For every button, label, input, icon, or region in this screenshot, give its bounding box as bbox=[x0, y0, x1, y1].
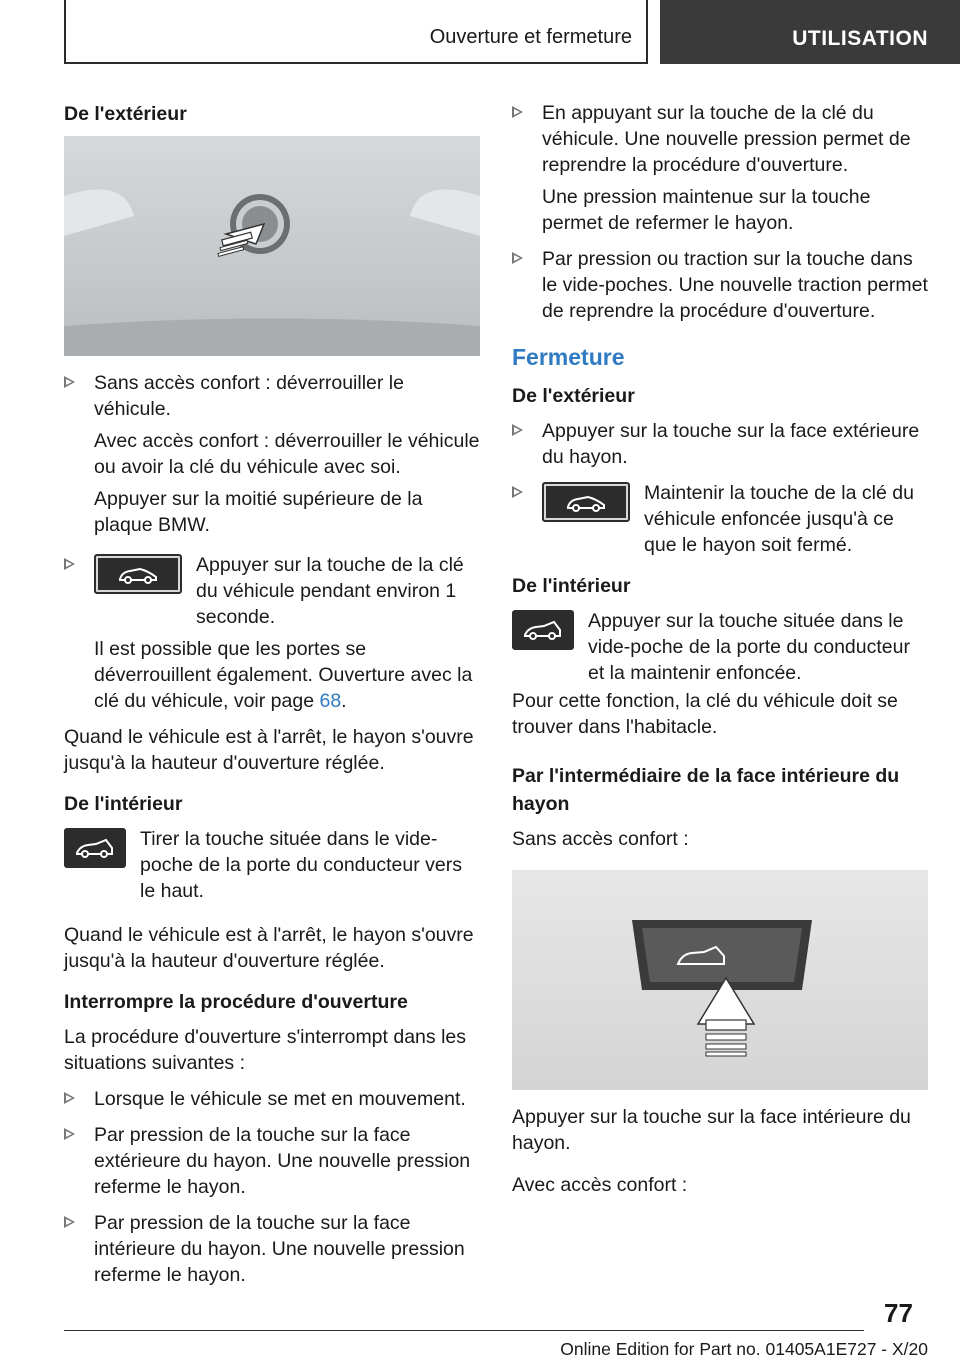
interior-tailgate-button-icon bbox=[64, 828, 126, 868]
list-item-text: Appuyer sur la touche sur la face extérieure du hayon. bbox=[542, 420, 920, 468]
list-item bbox=[64, 370, 480, 538]
paragraph: Pour cette fonction, la clé du véhicule doit se trouver dans l'habitacle. bbox=[512, 690, 898, 738]
page-number: 77 bbox=[884, 1298, 913, 1328]
interior-instruction bbox=[64, 826, 480, 904]
triangle-bullet-icon bbox=[64, 558, 75, 570]
interior-instruction bbox=[512, 608, 928, 686]
heading-interior: De l'intérieur bbox=[64, 793, 183, 815]
triangle-bullet-icon bbox=[64, 1128, 75, 1140]
list-item-text: Appuyer sur la moitié supérieure de la plaque BMW. bbox=[94, 488, 423, 536]
paragraph: Quand le véhicule est à l'arrêt, le hayon s'ouvre jusqu'à la hauteur d'ouverture réglée. bbox=[64, 924, 474, 972]
list-item bbox=[64, 1086, 480, 1112]
interior-tailgate-button-icon bbox=[512, 610, 574, 650]
list-item bbox=[512, 100, 928, 236]
list-item-text: Avec accès confort : déverrouiller le véhicule ou avoir la clé du véhicule avec soi. bbox=[94, 430, 480, 478]
paragraph: Avec accès confort : bbox=[512, 1174, 688, 1196]
heading-inner-tailgate: Par l'intermédiaire de la face intérieure du hayon bbox=[512, 765, 900, 815]
triangle-bullet-icon bbox=[512, 252, 523, 264]
list-item bbox=[64, 1122, 480, 1200]
paragraph: Quand le véhicule est à l'arrêt, le hayon s'ouvre jusqu'à la hauteur d'ouverture réglée. bbox=[64, 726, 474, 774]
triangle-bullet-icon bbox=[512, 424, 523, 436]
header-chapter-tab bbox=[660, 0, 960, 64]
tailgate-illustration bbox=[64, 136, 480, 356]
list-item bbox=[64, 552, 480, 714]
list-item-text: Par pression de la touche sur la face extérieure du hayon. Une nouvelle pression referme le hayon. bbox=[94, 1124, 471, 1198]
triangle-bullet-icon bbox=[64, 1092, 75, 1104]
paragraph: Sans accès confort : bbox=[512, 828, 689, 850]
inner-tailgate-button-photo bbox=[512, 870, 928, 1090]
paragraph: Tirer la touche située dans le vide-poche de la porte du conducteur vers le haut. bbox=[140, 828, 462, 902]
list-item-text: Appuyer sur la touche de la clé du véhicule pendant environ 1 seconde. bbox=[196, 554, 464, 628]
left-column bbox=[64, 100, 480, 1298]
triangle-bullet-icon bbox=[64, 1216, 75, 1228]
footer-divider bbox=[64, 1330, 864, 1331]
list-item-text: Par pression ou traction sur la touche dans le vide-poches. Une nouvelle traction permet de reprendre la procédure d'ouverture. bbox=[542, 248, 928, 322]
chapter-title: UTILISATION bbox=[792, 27, 928, 50]
right-column bbox=[512, 100, 928, 1208]
list-item-text: Il est possible que les portes se déverrouillent également. Ouverture avec la clé du véhicule, voir page 68. bbox=[94, 638, 473, 712]
key-fob-tailgate-button-icon bbox=[542, 482, 630, 522]
triangle-bullet-icon bbox=[64, 376, 75, 388]
list-item-text: En appuyant sur la touche de la clé du véhicule. Une nouvelle pression permet de reprendre la procédure d'ouverture. bbox=[542, 102, 911, 176]
footer-edition: Online Edition for Part no. 01405A1E727 - X/20 bbox=[560, 1339, 928, 1359]
list-item-text: Lorsque le véhicule se met en mouvement. bbox=[94, 1088, 466, 1110]
list-item-text: Une pression maintenue sur la touche permet de refermer le hayon. bbox=[542, 186, 871, 234]
paragraph: La procédure d'ouverture s'interrompt dans les situations suivantes : bbox=[64, 1026, 466, 1074]
section-title: Ouverture et fermeture bbox=[429, 26, 632, 48]
list-item bbox=[512, 418, 928, 470]
page-link[interactable]: 68 bbox=[319, 690, 342, 712]
triangle-bullet-icon bbox=[512, 106, 523, 118]
list-item bbox=[64, 1210, 480, 1288]
header-section-title bbox=[64, 0, 648, 64]
list-item-text: Sans accès confort : déverrouiller le véhicule. bbox=[94, 372, 404, 420]
list-item bbox=[512, 246, 928, 324]
paragraph: Appuyer sur la touche située dans le vide-poche de la porte du conducteur et la maintenir enfoncée. bbox=[588, 610, 910, 684]
list-item-text: Maintenir la touche de la clé du véhicule enfoncée jusqu'à ce que le hayon soit fermé. bbox=[644, 482, 914, 556]
key-fob-tailgate-button-icon bbox=[94, 554, 182, 594]
paragraph: Appuyer sur la touche sur la face intérieure du hayon. bbox=[512, 1106, 911, 1154]
heading-exterior: De l'extérieur bbox=[64, 103, 187, 125]
heading-exterior: De l'extérieur bbox=[512, 385, 635, 407]
list-item bbox=[512, 480, 928, 558]
heading-closing: Fermeture bbox=[512, 344, 625, 370]
list-item-text: Par pression de la touche sur la face intérieure du hayon. Une nouvelle pression referme le hayon. bbox=[94, 1212, 465, 1286]
heading-interrupt: Interrompre la procédure d'ouverture bbox=[64, 991, 408, 1013]
inner-button-illustration bbox=[512, 870, 928, 1090]
triangle-bullet-icon bbox=[512, 486, 523, 498]
heading-interior: De l'intérieur bbox=[512, 575, 631, 597]
tailgate-photo bbox=[64, 136, 480, 356]
